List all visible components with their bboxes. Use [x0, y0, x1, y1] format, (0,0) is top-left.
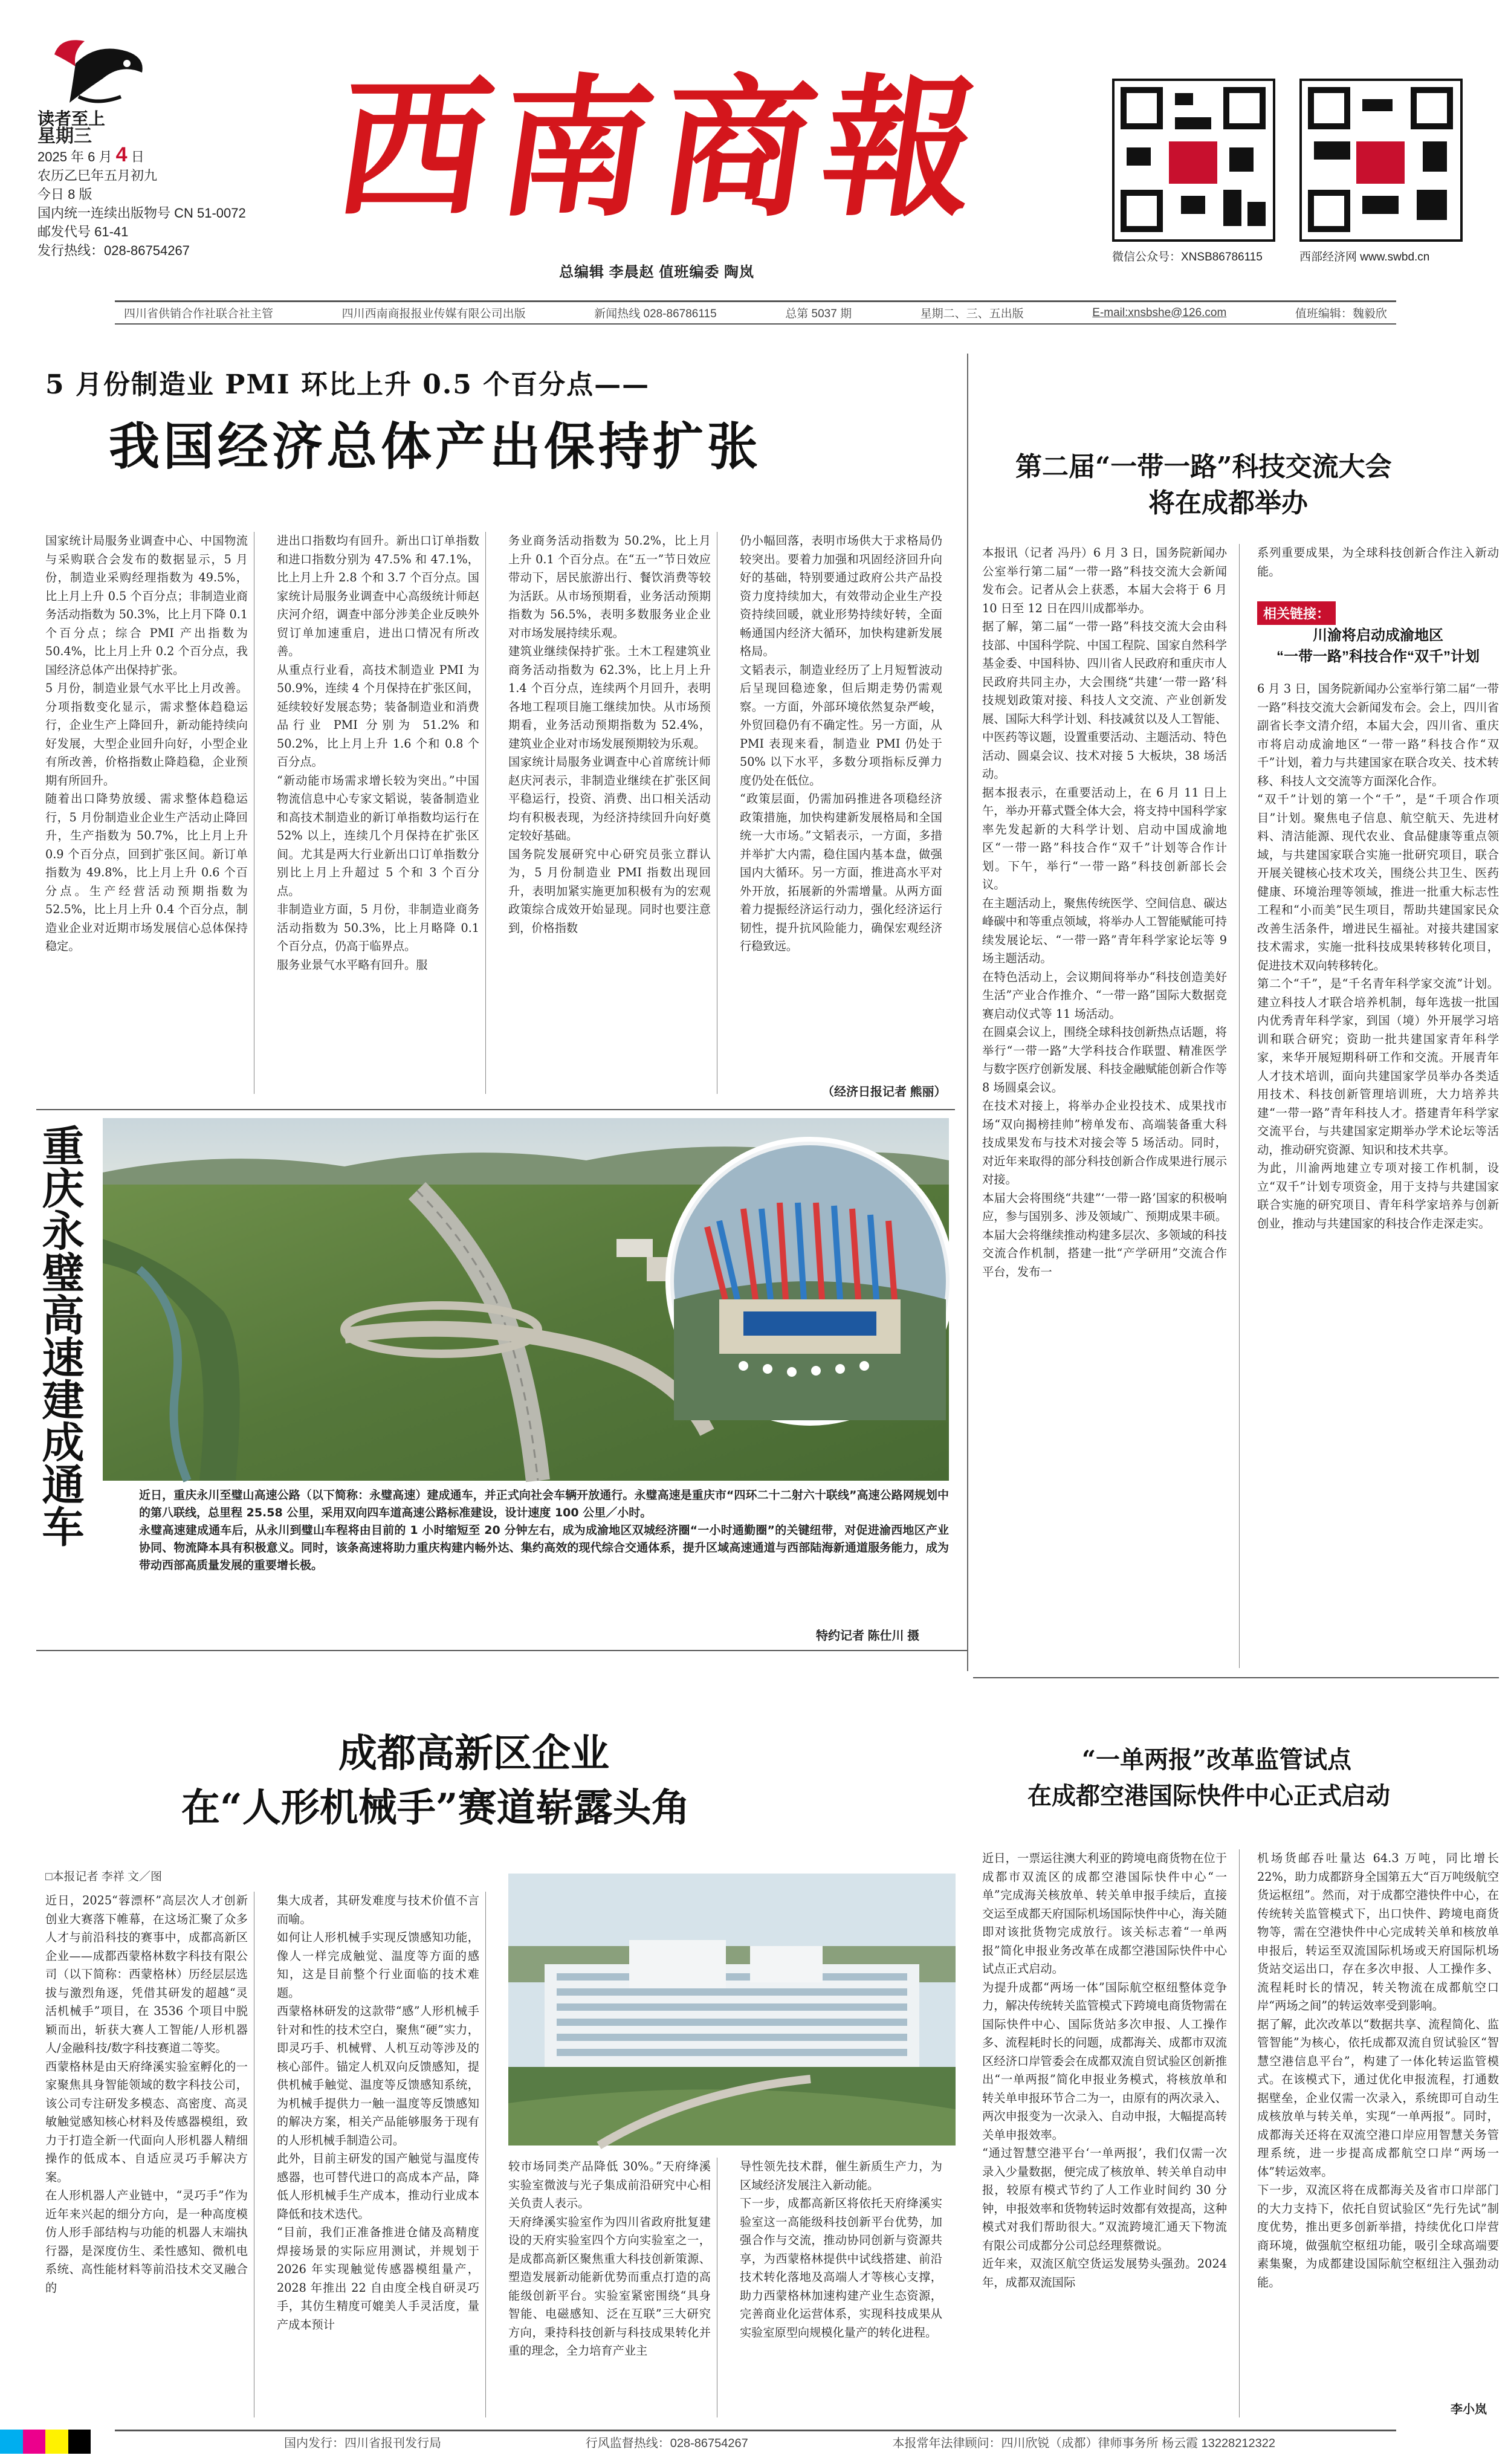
highway-vertical-title: 重庆永璧高速建成通车	[35, 1124, 85, 1547]
section-rule	[973, 1677, 1499, 1678]
column-divider	[1239, 544, 1240, 1668]
column-divider	[1239, 1849, 1240, 2417]
belt-road-column-2: 6 月 3 日，国务院新闻办公室举行第二届“一带一路”科技交流大会新闻发布会。会上，四川省副省长李文清介绍，本届大会，四川省、重庆市将启动成渝地区“一带一路”科技合作“双千”计划，着力与共建国家在联合攻关、技术转移、科技人文交流等方面深化合作。 “双千”计划的第一个“千”，是“千项合作项目”计划。聚焦电子信息、航空航天、先进材料、清洁能源、现代农业、食品健康等重点领域，与共建国家联合实施一批研究项目，联合开展关键核心技术攻关，围绕公共卫生、医药健康、环境治理等领域，推进一批重大标志性工程和“小而美”民生项目，帮助共建国家民众改善生活条件，增进民生福祉。对接共建国家技术需求，实施一批科技成果转移转化项目，促进技术双向转移转化。 第二个“千”，是“千名青年科学家交流”计划。建立科技人才联合培养机制，每年选拔一批国内优秀青年科学家，到国（境）外开展学习培训和联合研究；资助一批共建国家青年科学家，来华开展短期科研工作和交流。开展青年人才技术培训，面向共建国家学员举办各类适用技术、科技创新管理培训班，大力培养共建“一带一路”青年科技人才。搭建青年科学家交流平台，与共建国家定期举办学术论坛等活动，推动研究资源、知识和技术共享。 为此，川渝两地建立专项对接工作机制，设立“双千”计划专项资金，用于支持与共建国家联合实施的研究项目、青年科学家培养与创新创业，推动与共建国家的科技合作走深走实。	[1257, 682, 1499, 1230]
footer-legal-counsel: 本报常年法律顾问：四川欣锐（成都）律师事务所 杨云霞 13228212322	[892, 2437, 1275, 2450]
footer-supervision-hotline: 行风监督热线：028-86754267	[585, 2437, 748, 2450]
section-rule	[36, 1109, 955, 1110]
weekday: 星期三	[37, 126, 92, 146]
belt-road-headline-1: 第二届“一带一路”科技交流大会	[1015, 451, 1392, 482]
newspaper-title: 西南商報	[326, 59, 999, 237]
slogan: 读者至上	[37, 109, 106, 128]
date-block	[37, 127, 246, 260]
info-email[interactable]: E-mail:xnsbshe@126.com	[1092, 306, 1227, 319]
info-issue-number: 总第 5037 期	[785, 308, 852, 320]
date-day: 4	[115, 143, 128, 166]
wechat-qr-code[interactable]	[1112, 79, 1275, 242]
pmi-kicker: 5 月份制造业 PMI 环比上升 0.5 个百分点——	[45, 369, 650, 400]
highway-caption: 近日，重庆永川至璧山高速公路（以下简称：永璧高速）建成通车，并正式向社会车辆开放通行。永璧高速是重庆市“四环二十二射六十联线”高速公路网规划中的第八联线，总里程 25.58 公里，采用双向四车道高速公路标准建设，设计速度 100 公里／小时。 永璧高速建成通车后，从永川到璧山车程将由目前的 1 小时缩短至 20 分钟左右，成为成渝地区双城经济圈“一小时通勤圈”的关键纽带，对促进渝西地区产业协同、物流降本具有积极意义。同时，该条高速将助力重庆构建内畅外达、集约高效的现代综合交通体系，提升区域高速通道与西部陆海新通道服务能力，成为带动西部高质量发展的重要增长极。	[139, 1489, 949, 1572]
customs-headline-2: 在成都空港国际快件中心正式启动	[1027, 1782, 1390, 1810]
highway-aerial-photo	[103, 1118, 949, 1481]
date-year: 2025 年 6 月	[37, 149, 112, 164]
highway-photo-credit: 特约记者 陈仕川 摄	[816, 1629, 920, 1643]
customs-author: 李小岚	[1451, 2403, 1487, 2416]
info-publisher: 四川西南商报报业传媒有限公司出版	[341, 308, 526, 320]
robot-headline-1: 成都高新区企业	[338, 1731, 609, 1776]
info-supervisor: 四川省供销合作社联合社主管	[124, 308, 274, 320]
customs-column-2: 机场货邮吞吐量达 64.3 万吨，同比增长 22%，助力成都跻身全国第五大“百万吨级航空货运枢纽”。然而，对于成都空港快件中心，在传统转关监管模式下，出口快件、跨境电商货物等，需在空港快件中心完成转关单和核放单申报后，转运至双流国际机场或天府国际机场货站交运出口，存在多次申报、人工操作多、流程耗时长的情况，转关物流在成都航空口岸“两场之间”的转运效率受到影响。 据了解，此次改革以“数据共享、流程简化、监管智能”为核心，依托成都双流自贸试验区“智慧空港信息平台”，构建了一体化转运监管模式。在该模式下，通过优化申报流程，打通数据壁垒，企业仅需一次录入，系统即可自动生成核放单与转关单，实现“一单两报”。同时，成都海关还将在双流空港口岸应用智慧关务管理系统，进一步提高成都航空口岸“两场一体”转运效率。 下一步，双流区将在成都海关及省市口岸部门的大力支持下，依托自贸试验区“先行先试”制度优势，推出更多创新举措，持续优化口岸营商环境，做强航空枢纽功能，吸引全球高端要素集聚，为成都建设国际航空枢纽注入强劲动能。	[1257, 1851, 1499, 2289]
wechat-qr-caption: 微信公众号：XNSB86786115	[1112, 251, 1263, 264]
lunar-date: 农历乙巳年五月初九	[37, 168, 158, 183]
belt-road-column-1: 本报讯（记者 冯丹）6 月 3 日，国务院新闻办公室举行第二届“一带一路”科技交流大会新闻发布会。记者从会上获悉，本届大会将于 6 月 10 日至 12 日在四川成都举办。 据了解，第二届“一带一路”科技交流大会由科技部、中国科学院、中国工程院、国家自然科学基金委、中国科协、四川省人民政府和重庆市人民政府共同主办，大会围绕“共建‘一带一路’科技规划政策对接、科技人文交流、产业创新发展、国际大科学计划、科技减贫以及人工智能、中医药等议题，设置重要活动、主题活动、特色活动、圆桌会议、技术对接 5 大板块，38 场活动。 据本报表示，在重要活动上，在 6 月 11 日上午，举办开幕式暨全体大会，将支持中国科学家率先发起新的大科学计划、启动中国成渝地区“一带一路”科技合作“双千”计划等合作计划。下午，举行“一带一路”科技创新部长会议。 在主题活动上，聚焦传统医学、空间信息、碳达峰碳中和等重点领域，将举办人工智能赋能可持续发展论坛、“一带一路”青年科学家论坛等 9 场主题活动。 在特色活动上，会议期间将举办“科技创造美好生活”产业合作推介、“一带一路”国际大数据竞赛启动仪式等 11 场活动。 在圆桌会议上，围绕全球科技创新热点话题，将举行“一带一路”大学科技合作联盟、精准医学与数字医疗创新发展、科技金融赋能创新合作等 8 场圆桌会议。 在技术对接上，将举办企业投技术、成果找市场“双向揭榜挂帅”榜单发布、高端装备重大科技成果发布与技术对接会等 5 场活动。同时，对近年来取得的部分科技创新合作成果进行展示对接。 本届大会将围绕“共建”‘一带一路’国家的积极响应，参与国别多、涉及领域广、预期成果丰硕。本届大会将继续推动构建多层次、多领域的科技交流合作机制，搭建一批“产学研用”交流合作平台，发布一	[982, 546, 1227, 1279]
website-qr-code[interactable]	[1299, 79, 1463, 242]
masthead	[0, 0, 1511, 296]
cn-number: 国内统一连续出版物号 CN 51-0072	[37, 205, 246, 221]
pmi-column-2: 进出口指数均有回升。新出口订单指数和进口指数分别为 47.5% 和 47.1%，比上月上升 2.8 个和 3.7 个百分点。国家统计局服务业调查中心高级统计师赵庆河介绍，调查中部分涉美企业反映外贸订单加速重启，进出口情况有所改善。 从重点行业看，高技术制造业 PMI 为 50.9%，连续 4 个月保持在扩张区间，延续较好发展态势；装备制造业和消费品行业 PMI 分别为 51.2% 和 50.2%，比上月上升 1.6 个和 0.8 个百分点。 “新动能市场需求增长较为突出。”中国物流信息中心专家文韬说，装备制造业和高技术制造业的新订单指数均运行在 52% 以上，连续几个月保持在扩张区间。尤其是两大行业新出口订单指数分别比上月上升超过 5 个和 3 个百分点。 非制造业方面，5 月份，非制造业商务活动指数为 50.3%，比上月略降 0.1 个百分点，仍高于临界点。 服务业景气水平略有回升。服	[277, 534, 479, 972]
footer-distribution: 国内发行：四川省报刊发行局	[284, 2437, 441, 2450]
postal-code: 邮发代号 61-41	[37, 224, 129, 239]
lab-building-photo	[508, 1874, 956, 2145]
website-qr-caption: 西部经济网 www.swbd.cn	[1299, 251, 1430, 264]
pmi-column-1: 国家统计局服务业调查中心、中国物流与采购联合会发布的数据显示，5 月份，制造业采购经理指数为 49.5%，比上月上升 0.5 个百分点；非制造业商务活动指数为 50.3%，比上月下降 0.1 个百分点；综合 PMI 产出指数为 50.4%，比上月上升 0.2 个百分点，我国经济总体产出保持扩张。 5 月份，制造业景气水平比上月改善。分项指数变化显示，需求整体趋稳运行，企业生产上降回升，新动能持续向好发展，大型企业回升向好，小型企业有所改善，价格指数止降趋稳，企业预期有所回升。 随着出口降势放缓、需求整体趋稳运行，5 月份制造业企业生产活动止降回升，生产指数为 50.7%，比上月上升 0.9 个百分点，回到扩张区间。新订单指数为 49.8%，比上月上升 0.6 个百分点。生产经营活动预期指数为 52.5%，比上月上升 0.4 个百分点，制造业企业对近期市场发展信心总体保持稳定。	[45, 534, 248, 953]
print-color-bar	[0, 2430, 91, 2454]
info-duty-editor: 值班编辑：魏毅欣	[1295, 308, 1387, 320]
robot-byline: □本报记者 李祥 文／图	[45, 1871, 163, 1883]
pmi-column-4: 仍小幅回落，表明市场供大于求格局仍较突出。要着力加强和巩固经济回升向好的基础，特别要通过政府公共产品投资力度持续加大，有效带动企业生产投资持续回暖，就业形势持续好转，全面畅通国内经济大循环，加快构建新发展格局。 文韬表示，制造业经历了上月短暂波动后呈现回稳迹象，但后期走势仍需观察。一方面，外部环境依然复杂严峻，外贸回稳仍有不确定性。另一方面，从 PMI 表现来看，制造业 PMI 仍处于 50% 以下水平，多数分项指标反弹力度仍处在低位。 “政策层面，仍需加码推进各项稳经济政策措施，加快构建新发展格局和全国统一大市场。”文韬表示，一方面，多措并举扩大内需，稳住国内基本盘，做强国内大循环。另一方面，推进高水平对外开放，拓展新的外需增量。从两方面着力提振经济运行动力，强化经济运行韧性，提升抗风险能力，确保宏观经济行稳致远。	[740, 534, 942, 953]
robot-headline-2: 在“人形机械手”赛道崭露头角	[181, 1785, 690, 1831]
customs-column-1: 近日，一票运往澳大利亚的跨境电商货物在位于成都市双流区的成都空港国际快件中心“一单”完成海关核放单、转关单申报手续后，直接交运至成都天府国际机场国际快件中心，海关随即对该批货物完成放行。该关标志着“一单两报”简化申报业务改革在成都空港国际快件中心试点正式启动。 为提升成都“两场一体”国际航空枢纽整体竞争力，解决传统转关监管模式下跨境电商货物需在国际快件中心、国际货站多次申报、人工操作多、流程耗时长的问题，成都海关、成都市双流区经济口岸管委会在成都双流自贸试验区创新推出“一单两报”简化申报业务模式，将核放单和转关单申报环节合二为一，由原有的两次录入、两次申报变为一次录入、自动申报，大幅提高转关单申报效率。 “通过智慧空港平台‘一单两报’，我们仅需一次录入少量数据，便完成了核放单、转关单自动申报，较原有模式节约了人工作业时间约 30 分钟，申报效率和货物转运时效都有效提高，这种模式对我们帮助很大。”双流跨境汇通天下物流有限公司成都分公司总经理蔡微说。 近年来，双流区航空货运发展势头强劲。2024 年，成都双流国际	[982, 1851, 1227, 2289]
customs-headline-1: “一单两报”改革监管试点	[1082, 1745, 1352, 1774]
distribution-hotline: 发行热线：028-86754267	[37, 243, 190, 258]
footer-bar	[115, 2430, 1396, 2453]
robot-column-3: 较市场同类产品降低 30%。”天府绛溪实验室微波与光子集成前沿研究中心相关负责人表示。 天府绛溪实验室作为四川省政府批复建设的天府实验室四个方向实验室之一，是成都高新区聚焦重大科技创新策源、塑造发展新动能新优势而重点打造的高能级创新平台。实验室紧密围绕“具身智能、电磁感知、泛在互联”三大研究方向，秉持科技创新与科技成果转化并重的理念，全力培育产业主	[508, 2159, 711, 2358]
pmi-source: （经济日报记者 熊丽）	[822, 1085, 946, 1099]
column-divider	[485, 532, 486, 1094]
robot-column-2: 集大成者，其研发难度与技术价值不言而喻。 如何让人形机械手实现反馈感知功能，像人一样完成触觉、温度等方面的感知，这是目前整个行业面临的技术难题。 西蒙格林研发的这款带“感”人形机械手针对和性的技术空白，聚焦“硬”实力，即灵巧手、机械臂、人机互动等涉及的核心部件。锚定人机双向反馈感知，提供机械手触觉、温度等反馈感知系统，为机械手提供力一触一温度等反馈感知的解决方案，相关产品能够服务于现有的人形机械手制造公司。 此外，目前主研发的国产触觉与温度传感器，也可替代进口的高成本产品，降低人形机械手生产成本，推动行业成本降低和技术迭代。 “目前，我们正准备推进仓储及高精度焊接场景的实际应用测试，并规划于 2026 年实现触觉传感器模组量产，2028 年推出 22 自由度全栈自研灵巧手，其仿生精度可媲美人手灵活度，量产成本预计	[277, 1893, 479, 2332]
related-subhead-1: 川渝将启动成渝地区	[1313, 627, 1443, 644]
belt-road-column-2-top: 系列重要成果，为全球科技创新合作注入新动能。	[1257, 546, 1499, 578]
pmi-column-3: 务业商务活动指数为 50.2%，比上月上升 0.1 个百分点。在“五一”节日效应带动下，居民旅游出行、餐饮消费等较为活跃。从市场预期看，业务活动预期指数为 56.5%，表明多数服务业企业对市场发展持续乐观。 建筑业继续保持扩张。土木工程建筑业商务活动指数为 62.3%，比上月上升 1.4 个百分点，连续两个月回升，表明各地工程项目施工继续加快。从市场预期看，业务活动预期指数为 52.4%，建筑业企业对市场发展预期较为乐观。 国家统计局服务业调查中心首席统计师赵庆河表示，非制造业继续在扩张区间平稳运行，投资、消费、出口相关活动均有积极表现，为经济持续回升向好奠定较好基础。 国务院发展研究中心研究员张立群认为，5 月份制造业 PMI 指数出现回升，表明加紧实施更加积极有为的宏观政策综合成效开始显现。同时也要注意到，价格指数	[508, 534, 711, 935]
section-rule	[36, 1650, 967, 1651]
editors-line: 总编辑 李晨赵 值班编委 陶岚	[559, 264, 755, 280]
info-news-hotline: 新闻热线 028-86786115	[594, 308, 717, 320]
date-suffix: 日	[131, 149, 144, 164]
pmi-headline: 我国经济总体产出保持扩张	[109, 416, 762, 476]
info-schedule: 星期二、三、五出版	[920, 308, 1024, 320]
date-line	[37, 143, 246, 166]
belt-road-headline-2: 将在成都举办	[1148, 488, 1308, 519]
robot-column-1: 近日，2025“蓉漂杯”高层次人才创新创业大赛落下帷幕，在这场汇聚了众多人才与前沿科技的赛事中，成都高新区企业——成都西蒙格林数字科技有限公司（以下简称：西蒙格林）历经层层选拔与激烈角逐，凭借其研发的超越“灵活机械手”项目，在 3536 个项目中脱颖而出，斩获大赛人工智能/人形机器人/金融科技/数字科技赛道二等奖。 西蒙格林是由天府绛溪实验室孵化的一家聚焦具身智能领域的数字科技公司，该公司专注研发多模态、高密度、高灵敏触觉感知核心材料及传感器模组，致力于打造全新一代面向人形机器人精细操作的低成本、自适应灵巧手解决方案。 在人形机器人产业链中，“灵巧手”作为近年来兴起的细分方向，是一种高度模仿人形手部结构与功能的机器人末端执行器，是深度仿生、柔性感知、微机电系统、高性能材料等前沿技术交叉融合的	[45, 1893, 248, 2295]
robot-column-4: 导性领先技术群，催生新质生产力，为区域经济发展注入新动能。 下一步，成都高新区将依托天府绛溪实验室这一高能级科技创新平台优势，加强合作与交流，推动协同创新与资源共享，为西蒙格林提供中试线搭建、前沿技术转化落地及高端人才等核心支撑，助力西蒙格林加速构建产业生态资源，完善商业化运营体系，实现科技成果从实验室原型向规模化量产的转化进程。	[740, 2159, 942, 2340]
related-links-tag: 相关链接：	[1257, 601, 1336, 625]
section-divider	[967, 354, 968, 1671]
info-bar	[115, 300, 1396, 325]
page-count: 今日 8 版	[37, 187, 92, 202]
related-subhead-2: “一带一路”科技合作“双千”计划	[1276, 648, 1480, 665]
column-divider	[485, 1892, 486, 2417]
